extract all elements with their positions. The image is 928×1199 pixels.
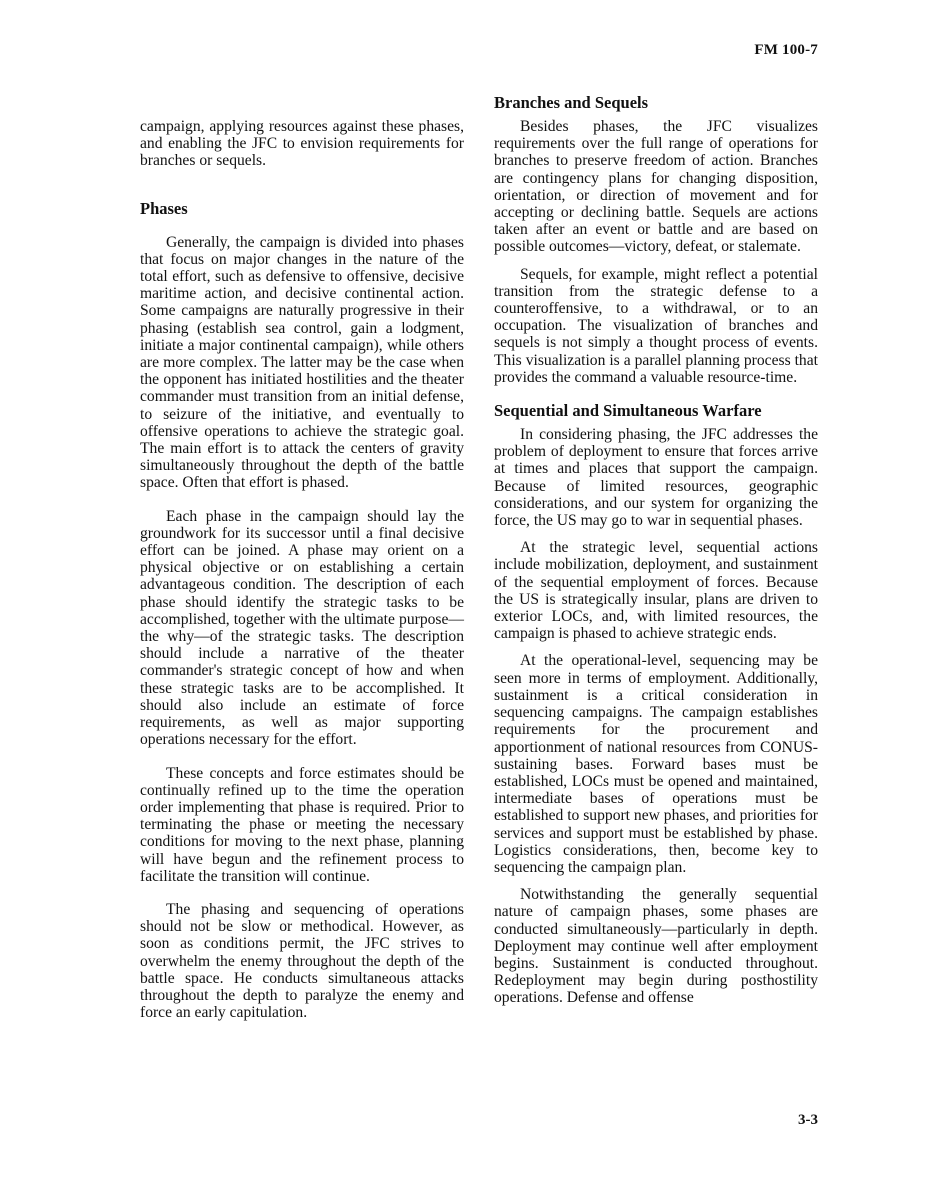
phases-paragraph-4: The phasing and sequencing of operations should not be slow or methodical. However, as soon as conditions permit, the JFC strives to overwhelm the enemy throughout the depth of the battle space. He conducts simultaneous attacks throughout the depth to paralyze the enemy and force an early capitulation. — [140, 900, 464, 1022]
right-column — [494, 94, 818, 1007]
sequential-paragraph-3: At the operational-level, sequencing may be seen more in terms of employment. Additionally, sustainment is a critical consideration in sequencing campaigns. The campaign establishes requirements for the procurement and apportionment of national resources from CONUS-sustaining bases. Forward bases must be established, LOCs must be opened and maintained, intermediate bases of operations must be established to support new phases, and priorities for services and support must be established by phase. Logistics considerations, then, become key to sequencing the campaign plan. — [494, 652, 818, 876]
phases-heading: Phases — [140, 198, 188, 218]
sequential-warfare-heading: Sequential and Simultaneous Warfare — [494, 401, 762, 421]
phases-paragraph-1: Generally, the campaign is divided into phases that focus on major changes in the nature of the total effort, such as defensive to offensive, decisive maritime action, and decisive continental action. Some campaigns are naturally progressive in their phasing (establish sea control, gain a lodgment, initiate a major continental campaign), while others are more complex. The latter may be the case when the opponent has initiated hostilities and the theater commander must transition from an initial defense, to seizure of the initiative, and eventually to offensive operations to achieve the strategic goal. The main effort is to attack the centers of gravity simultaneously throughout the depth of the battle space. Often that effort is phased. — [140, 233, 464, 492]
document-id: FM 100-7 — [754, 42, 818, 58]
sequential-paragraph-4: Notwithstanding the generally sequential nature of campaign phases, some phases are conducted simultaneously—particularly in depth. Deployment may continue well after employment begins. Sustainment is conducted throughout. Redeployment may begin during posthostility operations. Defense and offense — [494, 886, 818, 1007]
sequential-paragraph-1: In considering phasing, the JFC addresses the problem of deployment to ensure that forces arrive at times and places that support the campaign. Because of limited resources, geographic considerations, and our system for organizing the force, the US may go to war in sequential phases. — [494, 426, 818, 530]
sequential-paragraph-2: At the strategic level, sequential actions include mobilization, deployment, and sustainment of the sequential employment of forces. Because the US is strategically insular, plans are driven to exterior LOCs, and, with limited resources, the campaign is phased to achieve strategic ends. — [494, 539, 818, 643]
branches-paragraph-2: Sequels, for example, might reflect a potential transition from the strategic defense to a counteroffensive, to a withdrawal, or to an occupation. The visualization of branches and sequels is not simply a thought process of events. This visualization is a parallel planning process that provides the command a valuable resource-time. — [494, 265, 818, 386]
branches-paragraph-1: Besides phases, the JFC visualizes requirements over the full range of operations for branches to preserve freedom of action. Branches are contingency plans for changing disposition, orientation, or direction of movement and for accepting or declining battle. Sequels are actions taken after an event or battle and are based on possible outcomes—victory, defeat, or stalemate. — [494, 118, 818, 256]
phases-paragraph-2: Each phase in the campaign should lay the groundwork for its successor until a final decisive effort can be joined. A phase may orient on a physical objective or on establishing a certain advantageous condition. The description of each phase should identify the strategic tasks to be accomplished, together with the ultimate purpose—the why—of the strategic tasks. The description should include a narrative of the theater commander's strategic concept of how and when these strategic tasks are to be accomplished. It should also include an estimate of force requirements, as well as major supporting operations necessary for the effort. — [140, 507, 464, 749]
left-column — [140, 118, 464, 1021]
branches-sequels-heading: Branches and Sequels — [494, 93, 649, 112]
intro-paragraph: campaign, applying resources against these phases, and enabling the JFC to envision requirements for branches or sequels. — [140, 118, 464, 170]
page-number: 3-3 — [798, 1112, 818, 1128]
phases-paragraph-3: These concepts and force estimates should be continually refined up to the time the operation order implementing that phase is required. Prior to terminating the phase or meeting the necessary conditions for moving to the next phase, planning will have begun and the refinement process to facilitate the transition will continue. — [140, 764, 464, 885]
